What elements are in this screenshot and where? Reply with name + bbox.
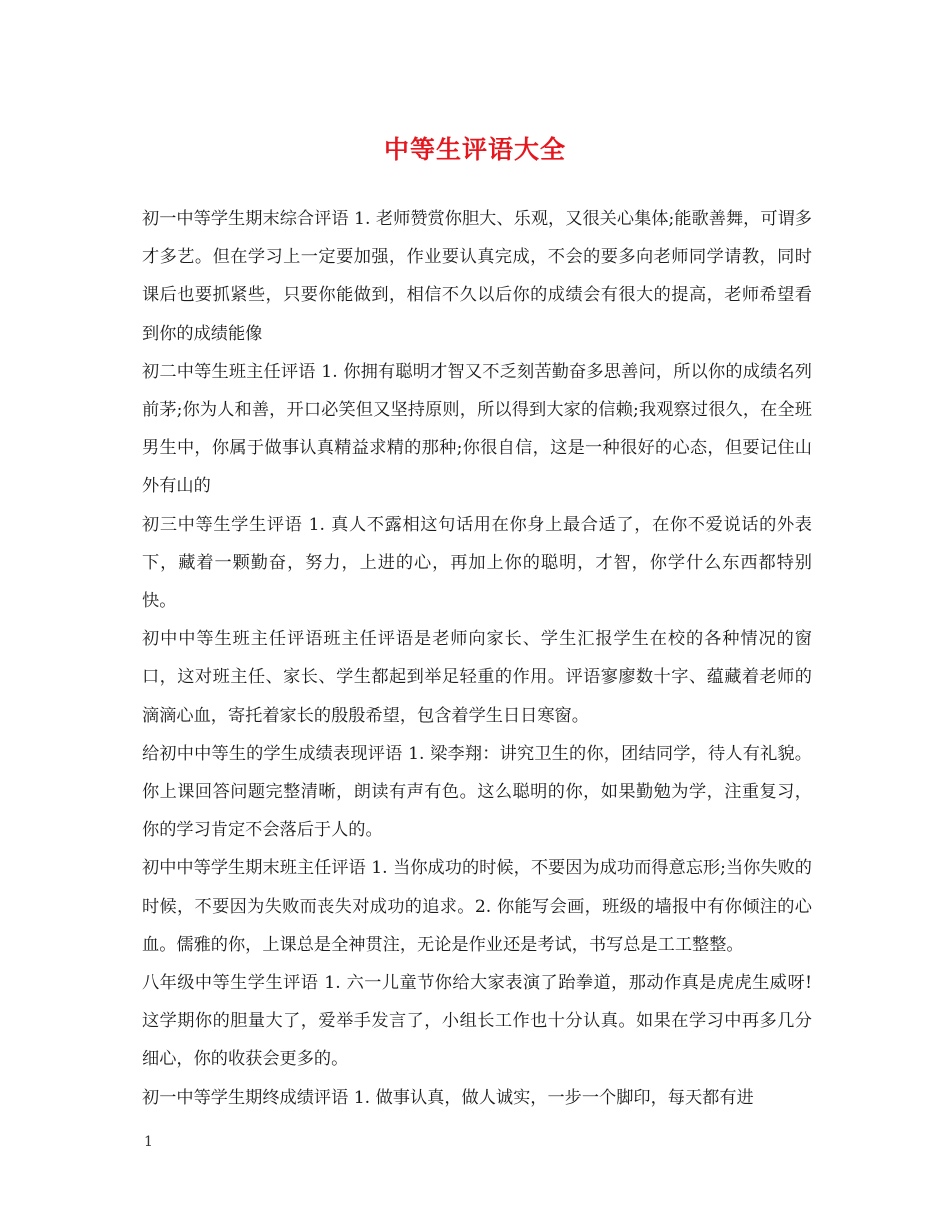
paragraph-3: 初三中等生学生评语 1. 真人不露相这句话用在你身上最合适了，在你不爱说话的外表下，藏着一颗勤奋，努力，上进的心，再加上你的聪明，才智，你学什么东西都特别快。 [142,514,812,612]
document-body [142,200,812,1117]
paragraph-4: 初中中等生班主任评语班主任评语是老师向家长、学生汇报学生在校的各种情况的窗口，这对班主任、家长、学生都起到举足轻重的作用。评语寥廖数十字、蕴藏着老师的滴滴心血，寄托着家长的殷殷希望，包含着学生日日寒窗。 [142,629,812,726]
paragraph-2: 初二中等生班主任评语 1. 你拥有聪明才智又不乏刻苦勤奋多思善问，所以你的成绩名列前茅;你为人和善，开口必笑但又坚持原则，所以得到大家的信赖;我观察过很久，在全班男生中，你属于做事认真精益求精的那种;你很自信，这是一种很好的心态，但要记住山外有山的 [142,361,812,497]
page-number: 1 [144,1134,153,1150]
paragraph-1: 初一中等学生期末综合评语 1. 老师赞赏你胆大、乐观，又很关心集体;能歌善舞，可谓多才多艺。但在学习上一定要加强，作业要认真完成，不会的要多向老师同学请教，同时课后也要抓紧些，只要你能做到，相信不久以后你的成绩会有很大的提高，老师希望看到你的成绩能像 [142,209,812,344]
paragraph-8: 初一中等学生期终成绩评语 1. 做事认真，做人诚实，一步一个脚印，每天都有进 [142,1087,754,1108]
document-title: 中等生评语大全 [383,135,566,164]
paragraph-6: 初中中等学生期末班主任评语 1. 当你成功的时候，不要因为成功而得意忘形;当你失败的时候，不要因为失败而丧失对成功的追求。2. 你能写会画，班级的墙报中有你倾注的心血。儒雅的你，上课总是全神贯注，无论是作业还是考试，书写总是工工整整。 [142,858,812,955]
paragraph-5: 给初中中等生的学生成绩表现评语 1. 梁李翔：讲究卫生的你，团结同学，待人有礼貌。你上课回答问题完整清晰，朗读有声有色。这么聪明的你，如果勤勉为学，注重复习，你的学习肯定不会落后于人的。 [142,743,812,841]
paragraph-7: 八年级中等生学生评语 1. 六一儿童节你给大家表演了跆拳道，那动作真是虎虎生威呀!这学期你的胆量大了，爱举手发言了，小组长工作也十分认真。如果在学习中再多几分细心，你的收获会更多的。 [142,973,812,1070]
